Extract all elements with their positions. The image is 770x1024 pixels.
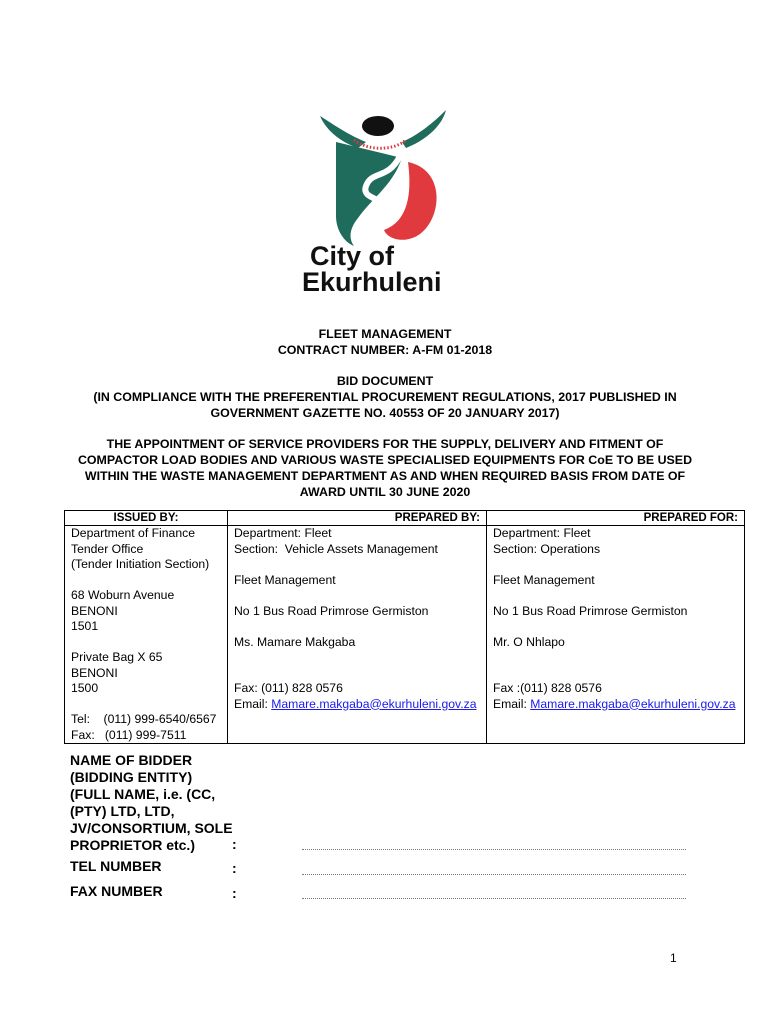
prepared-by-fax: Fax: (011) 828 0576 <box>234 681 343 695</box>
prepared-for-line: No 1 Bus Road Primrose Germiston <box>493 603 688 618</box>
bidder-label-line: NAME OF BIDDER <box>70 752 193 768</box>
description-line-3: WITHIN THE WASTE MANAGEMENT DEPARTMENT AS AND WHEN REQUIRED BASIS FROM DATE OF <box>84 469 686 483</box>
fax-number-colon: : <box>232 885 237 901</box>
prepared-by-email-link[interactable]: Mamare.makgaba@ekurhuleni.gov.za <box>271 696 477 711</box>
prepared-for-email-line <box>493 697 738 713</box>
issued-by-fax: Fax: (011) 999-7511 <box>71 727 187 742</box>
issuer-table <box>64 510 745 744</box>
email-label: Email: <box>493 696 531 711</box>
prepared-by-line: Section: Vehicle Assets Management <box>234 541 438 556</box>
header-issued-by: ISSUED BY: <box>65 511 228 526</box>
bidder-label-line: (FULL NAME, i.e. (CC, <box>70 786 216 802</box>
department-title: FLEET MANAGEMENT <box>318 327 452 341</box>
title-block <box>60 326 710 358</box>
logo-green-arm-left <box>320 116 366 148</box>
prepared-for-email-link[interactable]: Mamare.makgaba@ekurhuleni.gov.za <box>530 696 736 711</box>
bidder-name-label <box>70 752 233 854</box>
prepared-for-cell <box>487 526 745 744</box>
description-line-2: COMPACTOR LOAD BODIES AND VARIOUS WASTE SPECIALISED EQUIPMENTS FOR CoE TO BE USED <box>77 453 693 467</box>
issued-by-line: Private Bag X 65 <box>71 650 163 664</box>
bidder-label-line: JV/CONSORTIUM, SOLE <box>70 820 233 836</box>
issued-by-line: (Tender Initiation Section) <box>71 557 210 571</box>
bid-document-block <box>60 373 710 421</box>
tel-number-colon: : <box>232 860 237 876</box>
issued-by-line: 1501 <box>71 619 99 633</box>
fax-number-field[interactable] <box>302 898 686 899</box>
logo-green-arm-right <box>402 110 446 148</box>
description-block <box>60 436 710 500</box>
prepared-for-fax: Fax :(011) 828 0576 <box>493 681 602 695</box>
bid-title: BID DOCUMENT <box>336 374 434 388</box>
bidder-label-line: (PTY) LTD, LTD, <box>70 803 175 819</box>
description-line-1: THE APPOINTMENT OF SERVICE PROVIDERS FOR THE SUPPLY, DELIVERY AND FITMENT OF <box>106 437 664 451</box>
page-number: 1 <box>670 951 677 965</box>
header-prepared-by: PREPARED BY: <box>228 511 487 526</box>
issued-by-line: Department of Finance <box>71 526 195 540</box>
issued-by-line: BENONI <box>71 603 118 618</box>
prepared-by-contact: Ms. Mamare Makgaba <box>234 634 356 649</box>
email-label: Email: <box>234 696 272 711</box>
compliance-line-2: GOVERNMENT GAZETTE NO. 40553 OF 20 JANUARY 2017) <box>210 406 560 420</box>
issued-by-line: 68 Woburn Avenue <box>71 588 175 602</box>
logo-line-1: City of <box>310 241 394 271</box>
prepared-by-line: Department: Fleet <box>234 526 332 540</box>
issued-by-line: BENONI <box>71 665 118 680</box>
compliance-line-1: (IN COMPLIANCE WITH THE PREFERENTIAL PROCUREMENT REGULATIONS, 2017 PUBLISHED IN <box>93 390 677 404</box>
prepared-by-line: Fleet Management <box>234 572 336 587</box>
issued-by-line: 1500 <box>71 681 99 695</box>
table-body-row <box>65 526 745 744</box>
prepared-for-contact: Mr. O Nhlapo <box>493 634 565 649</box>
contract-number: CONTRACT NUMBER: A-FM 01-2018 <box>277 343 493 357</box>
logo-line-2: Ekurhuleni <box>302 267 442 297</box>
prepared-for-line: Department: Fleet <box>493 526 591 540</box>
prepared-by-cell <box>228 526 487 744</box>
bidder-name-field[interactable] <box>302 849 686 850</box>
issued-by-cell <box>65 526 228 744</box>
issued-by-line: Tender Office <box>71 541 144 556</box>
table-header-row <box>65 511 745 526</box>
prepared-for-line: Fleet Management <box>493 572 595 587</box>
tel-number-field[interactable] <box>302 874 686 875</box>
fax-number-label: FAX NUMBER <box>70 883 163 899</box>
bidder-label-line: (BIDDING ENTITY) <box>70 769 193 785</box>
tel-number-label: TEL NUMBER <box>70 858 162 874</box>
description-line-4: AWARD UNTIL 30 JUNE 2020 <box>299 485 471 499</box>
prepared-by-line: No 1 Bus Road Primrose Germiston <box>234 603 429 618</box>
logo-wordmark <box>302 243 442 295</box>
header-prepared-for: PREPARED FOR: <box>487 511 745 526</box>
logo-head <box>362 116 394 136</box>
prepared-for-line: Section: Operations <box>493 541 601 556</box>
prepared-by-email-line <box>234 697 480 713</box>
issued-by-tel: Tel: (011) 999-6540/6567 <box>71 712 217 726</box>
bidder-name-colon: : <box>232 836 237 852</box>
bidder-label-line: PROPRIETOR etc.) <box>70 837 195 853</box>
